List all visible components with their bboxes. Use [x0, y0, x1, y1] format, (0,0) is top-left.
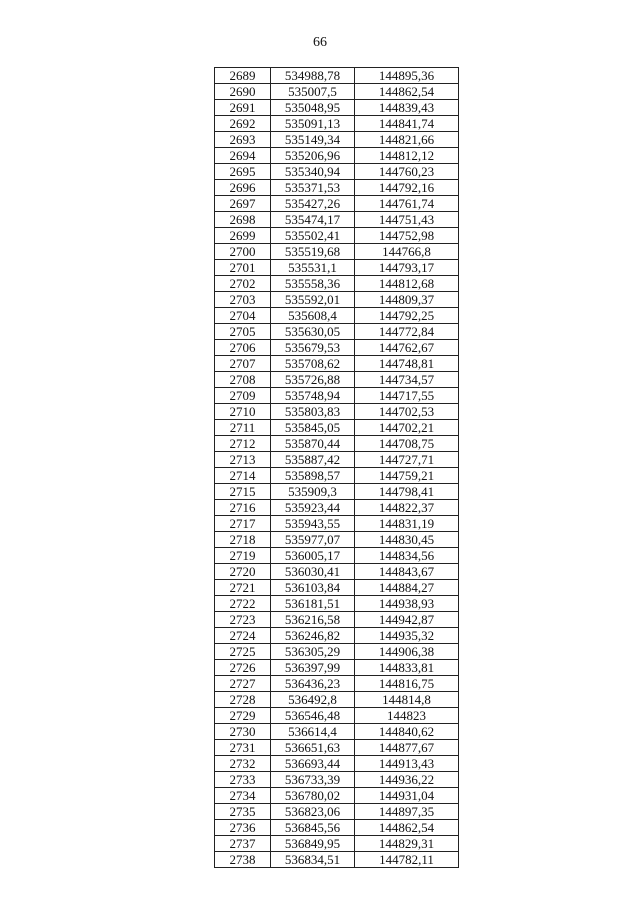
table-row	[215, 372, 459, 388]
point-number-cell: 2738	[215, 852, 271, 868]
table-row	[215, 180, 459, 196]
table-row	[215, 404, 459, 420]
table-row	[215, 788, 459, 804]
y-coordinate-cell: 144734,57	[355, 372, 459, 388]
x-coordinate-cell: 536733,39	[271, 772, 355, 788]
point-number-cell: 2727	[215, 676, 271, 692]
table-row	[215, 724, 459, 740]
x-coordinate-cell: 535898,57	[271, 468, 355, 484]
point-number-cell: 2737	[215, 836, 271, 852]
point-number-cell: 2717	[215, 516, 271, 532]
y-coordinate-cell: 144931,04	[355, 788, 459, 804]
point-number-cell: 2719	[215, 548, 271, 564]
x-coordinate-cell: 535427,26	[271, 196, 355, 212]
point-number-cell: 2713	[215, 452, 271, 468]
point-number-cell: 2703	[215, 292, 271, 308]
point-number-cell: 2714	[215, 468, 271, 484]
x-coordinate-cell: 535803,83	[271, 404, 355, 420]
point-number-cell: 2697	[215, 196, 271, 212]
point-number-cell: 2712	[215, 436, 271, 452]
y-coordinate-cell: 144702,21	[355, 420, 459, 436]
table-row	[215, 116, 459, 132]
y-coordinate-cell: 144906,38	[355, 644, 459, 660]
x-coordinate-cell: 536614,4	[271, 724, 355, 740]
point-number-cell: 2702	[215, 276, 271, 292]
point-number-cell: 2718	[215, 532, 271, 548]
point-number-cell: 2721	[215, 580, 271, 596]
point-number-cell: 2708	[215, 372, 271, 388]
y-coordinate-cell: 144702,53	[355, 404, 459, 420]
y-coordinate-cell: 144708,75	[355, 436, 459, 452]
point-number-cell: 2696	[215, 180, 271, 196]
table-row	[215, 772, 459, 788]
point-number-cell: 2694	[215, 148, 271, 164]
x-coordinate-cell: 536397,99	[271, 660, 355, 676]
table-row	[215, 708, 459, 724]
table-row	[215, 852, 459, 868]
point-number-cell: 2698	[215, 212, 271, 228]
y-coordinate-cell: 144812,12	[355, 148, 459, 164]
x-coordinate-cell: 536823,06	[271, 804, 355, 820]
x-coordinate-cell: 535923,44	[271, 500, 355, 516]
x-coordinate-cell: 536030,41	[271, 564, 355, 580]
table-row	[215, 548, 459, 564]
table-row	[215, 436, 459, 452]
x-coordinate-cell: 535149,34	[271, 132, 355, 148]
table-row	[215, 164, 459, 180]
y-coordinate-cell: 144792,16	[355, 180, 459, 196]
y-coordinate-cell: 144772,84	[355, 324, 459, 340]
point-number-cell: 2720	[215, 564, 271, 580]
x-coordinate-cell: 536546,48	[271, 708, 355, 724]
table-row	[215, 660, 459, 676]
table-row	[215, 292, 459, 308]
table-row	[215, 836, 459, 852]
table-row	[215, 612, 459, 628]
x-coordinate-cell: 535909,3	[271, 484, 355, 500]
point-number-cell: 2736	[215, 820, 271, 836]
point-number-cell: 2729	[215, 708, 271, 724]
point-number-cell: 2709	[215, 388, 271, 404]
x-coordinate-cell: 536436,23	[271, 676, 355, 692]
point-number-cell: 2689	[215, 68, 271, 84]
table-row	[215, 532, 459, 548]
x-coordinate-cell: 536492,8	[271, 692, 355, 708]
y-coordinate-cell: 144748,81	[355, 356, 459, 372]
y-coordinate-cell: 144829,31	[355, 836, 459, 852]
coordinates-table-body	[215, 68, 459, 868]
x-coordinate-cell: 536181,51	[271, 596, 355, 612]
x-coordinate-cell: 535870,44	[271, 436, 355, 452]
x-coordinate-cell: 535371,53	[271, 180, 355, 196]
x-coordinate-cell: 535502,41	[271, 228, 355, 244]
x-coordinate-cell: 535206,96	[271, 148, 355, 164]
table-row	[215, 804, 459, 820]
table-row	[215, 564, 459, 580]
table-row	[215, 468, 459, 484]
x-coordinate-cell: 536849,95	[271, 836, 355, 852]
x-coordinate-cell: 535608,4	[271, 308, 355, 324]
y-coordinate-cell: 144942,87	[355, 612, 459, 628]
table-row	[215, 228, 459, 244]
table-row	[215, 676, 459, 692]
point-number-cell: 2722	[215, 596, 271, 612]
table-row	[215, 500, 459, 516]
point-number-cell: 2700	[215, 244, 271, 260]
table-row	[215, 484, 459, 500]
table-row	[215, 68, 459, 84]
x-coordinate-cell: 535845,05	[271, 420, 355, 436]
y-coordinate-cell: 144841,74	[355, 116, 459, 132]
x-coordinate-cell: 535474,17	[271, 212, 355, 228]
table-row	[215, 196, 459, 212]
y-coordinate-cell: 144862,54	[355, 84, 459, 100]
point-number-cell: 2724	[215, 628, 271, 644]
table-row	[215, 212, 459, 228]
table-row	[215, 820, 459, 836]
point-number-cell: 2723	[215, 612, 271, 628]
table-row	[215, 452, 459, 468]
y-coordinate-cell: 144812,68	[355, 276, 459, 292]
y-coordinate-cell: 144798,41	[355, 484, 459, 500]
x-coordinate-cell: 535558,36	[271, 276, 355, 292]
y-coordinate-cell: 144759,21	[355, 468, 459, 484]
y-coordinate-cell: 144840,62	[355, 724, 459, 740]
table-row	[215, 132, 459, 148]
table-row	[215, 308, 459, 324]
table-row	[215, 260, 459, 276]
x-coordinate-cell: 535943,55	[271, 516, 355, 532]
y-coordinate-cell: 144760,23	[355, 164, 459, 180]
point-number-cell: 2725	[215, 644, 271, 660]
y-coordinate-cell: 144761,74	[355, 196, 459, 212]
y-coordinate-cell: 144752,98	[355, 228, 459, 244]
point-number-cell: 2734	[215, 788, 271, 804]
table-row	[215, 276, 459, 292]
x-coordinate-cell: 536834,51	[271, 852, 355, 868]
y-coordinate-cell: 144821,66	[355, 132, 459, 148]
x-coordinate-cell: 536845,56	[271, 820, 355, 836]
y-coordinate-cell: 144793,17	[355, 260, 459, 276]
y-coordinate-cell: 144830,45	[355, 532, 459, 548]
table-row	[215, 148, 459, 164]
table-row	[215, 420, 459, 436]
x-coordinate-cell: 535531,1	[271, 260, 355, 276]
x-coordinate-cell: 536693,44	[271, 756, 355, 772]
y-coordinate-cell: 144727,71	[355, 452, 459, 468]
y-coordinate-cell: 144877,67	[355, 740, 459, 756]
y-coordinate-cell: 144843,67	[355, 564, 459, 580]
x-coordinate-cell: 536005,17	[271, 548, 355, 564]
y-coordinate-cell: 144762,67	[355, 340, 459, 356]
table-row	[215, 244, 459, 260]
y-coordinate-cell: 144897,35	[355, 804, 459, 820]
table-row	[215, 740, 459, 756]
x-coordinate-cell: 535007,5	[271, 84, 355, 100]
y-coordinate-cell: 144809,37	[355, 292, 459, 308]
table-row	[215, 324, 459, 340]
x-coordinate-cell: 535977,07	[271, 532, 355, 548]
y-coordinate-cell: 144792,25	[355, 308, 459, 324]
x-coordinate-cell: 535679,53	[271, 340, 355, 356]
point-number-cell: 2735	[215, 804, 271, 820]
y-coordinate-cell: 144839,43	[355, 100, 459, 116]
point-number-cell: 2693	[215, 132, 271, 148]
point-number-cell: 2730	[215, 724, 271, 740]
table-row	[215, 644, 459, 660]
x-coordinate-cell: 534988,78	[271, 68, 355, 84]
point-number-cell: 2726	[215, 660, 271, 676]
y-coordinate-cell: 144938,93	[355, 596, 459, 612]
point-number-cell: 2733	[215, 772, 271, 788]
y-coordinate-cell: 144913,43	[355, 756, 459, 772]
x-coordinate-cell: 536103,84	[271, 580, 355, 596]
point-number-cell: 2695	[215, 164, 271, 180]
y-coordinate-cell: 144823	[355, 708, 459, 724]
x-coordinate-cell: 535748,94	[271, 388, 355, 404]
table-row	[215, 516, 459, 532]
y-coordinate-cell: 144766,8	[355, 244, 459, 260]
x-coordinate-cell: 535726,88	[271, 372, 355, 388]
y-coordinate-cell: 144814,8	[355, 692, 459, 708]
y-coordinate-cell: 144936,22	[355, 772, 459, 788]
point-number-cell: 2707	[215, 356, 271, 372]
point-number-cell: 2692	[215, 116, 271, 132]
table-row	[215, 100, 459, 116]
table-row	[215, 596, 459, 612]
point-number-cell: 2728	[215, 692, 271, 708]
table-row	[215, 84, 459, 100]
y-coordinate-cell: 144831,19	[355, 516, 459, 532]
x-coordinate-cell: 535091,13	[271, 116, 355, 132]
point-number-cell: 2711	[215, 420, 271, 436]
point-number-cell: 2705	[215, 324, 271, 340]
y-coordinate-cell: 144782,11	[355, 852, 459, 868]
point-number-cell: 2701	[215, 260, 271, 276]
table-row	[215, 756, 459, 772]
page-number: 66	[313, 35, 327, 50]
y-coordinate-cell: 144717,55	[355, 388, 459, 404]
y-coordinate-cell: 144895,36	[355, 68, 459, 84]
y-coordinate-cell: 144834,56	[355, 548, 459, 564]
point-number-cell: 2731	[215, 740, 271, 756]
point-number-cell: 2690	[215, 84, 271, 100]
table-row	[215, 628, 459, 644]
point-number-cell: 2716	[215, 500, 271, 516]
point-number-cell: 2691	[215, 100, 271, 116]
y-coordinate-cell: 144816,75	[355, 676, 459, 692]
point-number-cell: 2732	[215, 756, 271, 772]
y-coordinate-cell: 144884,27	[355, 580, 459, 596]
y-coordinate-cell: 144833,81	[355, 660, 459, 676]
x-coordinate-cell: 535708,62	[271, 356, 355, 372]
x-coordinate-cell: 536305,29	[271, 644, 355, 660]
y-coordinate-cell: 144822,37	[355, 500, 459, 516]
x-coordinate-cell: 536651,63	[271, 740, 355, 756]
y-coordinate-cell: 144862,54	[355, 820, 459, 836]
y-coordinate-cell: 144751,43	[355, 212, 459, 228]
table-row	[215, 388, 459, 404]
table-row	[215, 692, 459, 708]
point-number-cell: 2710	[215, 404, 271, 420]
x-coordinate-cell: 536780,02	[271, 788, 355, 804]
table-row	[215, 340, 459, 356]
point-number-cell: 2706	[215, 340, 271, 356]
x-coordinate-cell: 535887,42	[271, 452, 355, 468]
x-coordinate-cell: 535519,68	[271, 244, 355, 260]
x-coordinate-cell: 536246,82	[271, 628, 355, 644]
x-coordinate-cell: 536216,58	[271, 612, 355, 628]
point-number-cell: 2715	[215, 484, 271, 500]
y-coordinate-cell: 144935,32	[355, 628, 459, 644]
x-coordinate-cell: 535630,05	[271, 324, 355, 340]
table-row	[215, 580, 459, 596]
x-coordinate-cell: 535048,95	[271, 100, 355, 116]
table-row	[215, 356, 459, 372]
point-number-cell: 2704	[215, 308, 271, 324]
point-number-cell: 2699	[215, 228, 271, 244]
x-coordinate-cell: 535340,94	[271, 164, 355, 180]
coordinates-table	[214, 67, 459, 868]
x-coordinate-cell: 535592,01	[271, 292, 355, 308]
